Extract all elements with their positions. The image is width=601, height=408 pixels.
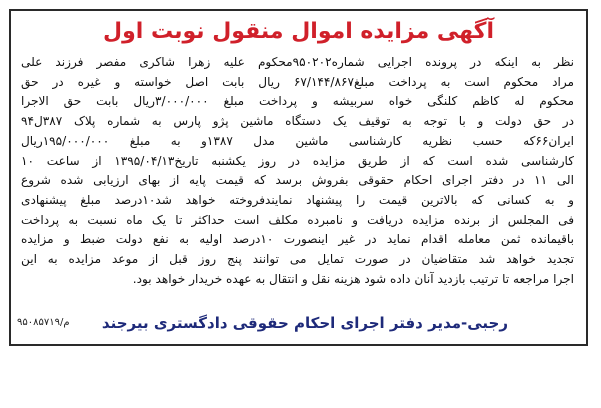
body-line: محکوم له کاظم کلنگی خواه سربیشه و پرداخت مبلغ ۳/۰۰۰/۰۰۰ریال بابت حق الاجرا — [21, 94, 574, 109]
body-line: نظر به اینکه در پرونده اجرایی شماره۹۵۰۲۰۲محکوم علیه زهرا شاکری مفصر فرزند علی — [21, 55, 574, 69]
notice-body — [21, 53, 574, 289]
body-line: باقیمانده ثمن معامله اقدام نماید در غیر اینصورت ۱۰درصد اولیه به نفع دولت ضبط و مزایده — [21, 232, 574, 247]
body-line: فی المجلس از برنده مزایده دریافت و نامبرده مکلف است حداکثر تا یک ماه نسبت به پرداخت — [21, 212, 574, 227]
body-line: مراد محکوم است به پرداخت مبلغ۶۷/۱۴۴/۸۶۷ ریال بابت اصل خواسته و غیره در حق — [21, 74, 574, 89]
signature: رجبی-مدیر دفتر اجرای احکام حقوقی دادگستری بیرجند — [101, 314, 508, 332]
body-line: ایران۶۶که حسب نظریه کارشناسی ماشین مدل ۱۳۸۷و به مبلغ ۱۹۵/۰۰۰/۰۰۰ریال — [21, 133, 575, 148]
notice-title: آگهی مزایده اموال منقول نوبت اول — [102, 19, 495, 44]
body-line: در حق دولت و با توجه به توقیف یک دستگاه ماشین پژو پارس به شماره پلاک ۳۸۷ل۹۴ — [21, 114, 574, 129]
body-line: اجرا مراجعه تا ترتیب بازدید آنان داده شود هزینه نقل و انتقال به عهده خریدار خواهد بود. — [132, 271, 574, 286]
auction-notice — [9, 9, 588, 346]
notice-footer — [17, 312, 578, 336]
body-line: تجدید خواهد شد متقاضیان در صورت تمایل می توانند پنج روز قبل از موعد مزایده به این — [21, 252, 574, 267]
body-line: و به کسانی که بالاترین قیمت را پیشنهاد نمایندفروخته خواهد شد۱۰درصد مبلغ پیشنهادی — [21, 192, 574, 207]
body-line: کارشناسی شده است که از طریق مزایده در روز یکشنبه تاریخ۱۳۹۵/۰۴/۱۳ از ساعت ۱۰ — [21, 153, 574, 168]
reference-number: م/۹۵۰۸۵۷۱۹ — [17, 317, 70, 328]
body-line: الی ۱۱ در دفتر اجرای احکام حقوقی بفروش برسد که قیمت پایه از بهای ارزیابی شده شروع — [21, 173, 574, 188]
